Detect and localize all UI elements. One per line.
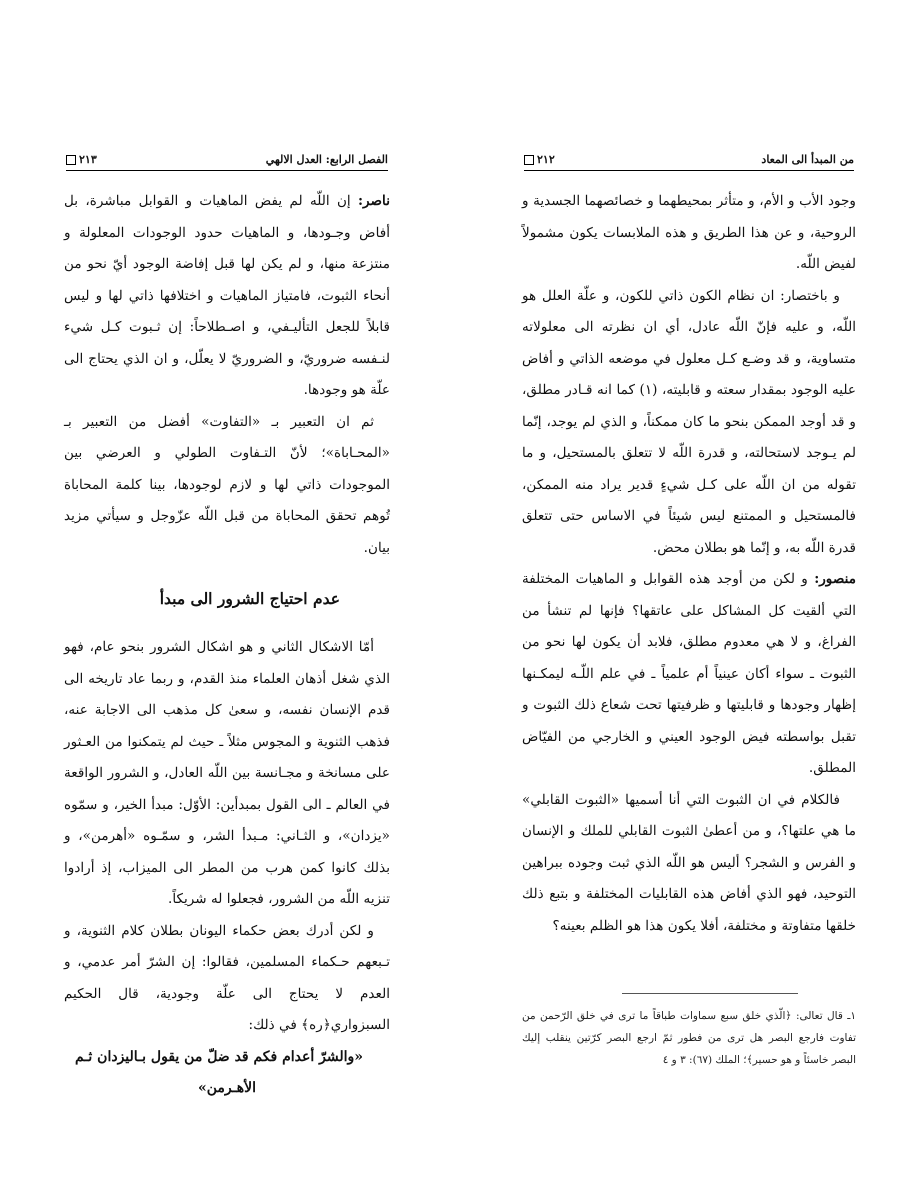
right-page bbox=[450, 0, 900, 1200]
left-page-body bbox=[64, 186, 390, 1105]
left-page-number bbox=[66, 153, 97, 166]
left-page-number-text: ٢١٣ bbox=[79, 153, 97, 166]
paragraph: فالكلام في ان الثبوت التي أنا أسميها «الثبوت القابلي» ما هي علتها؟، و من أعطىٰ الثبوت القابلي للملك و الإنسان و الفرس و الشجر؟ أليس هو اللّه الذي ثبت وجوده ببراهين التوحيد، فهو الذي أفاض هذه القابليات المختلفة و بتبع ذلك خلقها متفاوتة و مختلفة، أفلا يكون هذا هو الظلم بعينه؟ bbox=[522, 791, 856, 934]
page-box-icon bbox=[66, 155, 76, 165]
section-heading: عدم احتياج الشرور الى مبدأ bbox=[159, 589, 340, 608]
footnote-divider bbox=[622, 993, 798, 994]
right-running-head bbox=[524, 146, 854, 171]
paragraph: أمّا الاشكال الثاني و هو اشكال الشرور بنحو عام، فهو الذي شغل أذهان العلماء منذ القدم، و ربما عاد تاريخه الى قدم الإنسان نفسه، و سعىٰ كل مذهب الى الاجابة عنه، فذهب الثنوية و المجوس مثلاً ـ حيث لم يتمكنوا من العـثور على مسانخة و مجـانسة بين اللّه العادل، و الشرور الواقعة في العالم ـ الى القول بمبدأين: الأوّل: مبدأ الخير، و سمّوه «يزدان»، و الثـاني: مـبدأ الشر، و سمّـوه «أهرمن»، و بذلك كانوا كمن هرب من المطر الى الميزاب، إذ أرادوا تنزيه اللّه من الشرور، فجعلوا له شريكاً. bbox=[64, 639, 390, 907]
right-page-body bbox=[522, 186, 856, 942]
paragraph bbox=[64, 186, 390, 407]
footnote bbox=[522, 1005, 856, 1071]
footnote-text: ١ـ قال تعالى: ﴿الّذي خلق سبع سماوات طباقاً ما ترى في خلق الرّحمن من تفاوت فارجع البصر هل ترى من فطور ثمّ ارجع البصر كرّتين ينقلب إليك البصر خاسئاً و هو حسير﴾؛ الملك (٦٧): ٣ و ٤ bbox=[522, 1010, 856, 1066]
paragraph: وجود الأب و الأم، و متأثر بمحيطهما و خصائصهما الجسدية و الروحية، و عن هذا الطريق و هذه الملابسات يكون مشمولاً لفيض اللّه. bbox=[522, 193, 856, 272]
right-header-title: من المبدأ الى المعاد bbox=[761, 153, 854, 166]
poem-verse: «والشرّ أعدام فكم قد ضلّ من يقول بـاليزدان ثـم الأهـرمن» bbox=[74, 1048, 364, 1096]
speaker-name: ناصر: bbox=[358, 193, 390, 209]
speaker-name: منصور: bbox=[814, 571, 856, 587]
left-running-head bbox=[66, 146, 388, 171]
paragraph-text: و لكن من أوجد هذه القوابل و الماهيات المختلفة التي ألقيت كل المشاكل على عاتقها؟ فإنها لم تنشأ من الفراغ، و لا هي معدوم مطلق، فلابد أن يكون لها نحو من الثبوت ـ سواء أكان عينياً أم علمياً ـ في علم اللّـه ليمكـنها إظهار وجودها و قابليتها و ظرفيتها تحت شعاع ذلك الثبوت و تقبل بواسطته فيض الوجود العيني و الخارجي من الفيّاض المطلق. bbox=[522, 571, 856, 776]
paragraph: و لكن أدرك بعض حكماء اليونان بطلان كلام الثنوية، و تـبعهم حـكماء المسلمين، فقالوا: إن الشرّ أمر عدمي، و العدم لا يحتاج الى علّة وجودية، قال الحكيم السبزواري﴿ره﴾ في ذلك: bbox=[64, 922, 390, 1033]
paragraph: و باختصار: ان نظام الكون ذاتي للكون، و علّة العلل هو اللّه، و عليه فإنّ اللّه عادل، أي ان نظرته الى معلولاته متساوية، و قد وضـع كـل معلول في موضعه الذاتي و أفاض عليه الوجود بمقدار سعته و قابليته، (١) كما انه قـادر مطلق، و قد أوجد الممكن بنحو ما كان ممكناً، و الذي لم يوجد، إنّما لم يـوجد لاستحالته، و قدرة اللّه لا تتعلق بالمستحيل، و ما تقوله من ان اللّه على كـل شيءٍ قدير يراد منه الممكن، فالمستحيل و الممتنع ليس شيئاً في الاساس حتى تتعلق قدرة اللّه به، و إنّما هو بطلان محض. bbox=[522, 287, 856, 556]
right-page-number bbox=[524, 153, 555, 166]
left-header-title: الفصل الرابع: العدل الالهي bbox=[265, 153, 388, 166]
paragraph-text: إن اللّه لم يفض الماهيات و القوابل مباشرة، بل أفاض وجـودها، و الماهيات حدود الوجودات المعلولة و منتزعة منها، و لم يكن لها قبل إفاضة الوجود أيّ نحو من أنحاء الثبوت، فامتياز الماهيات و اختلافها ذاتي لها و ليس قابلاً للجعل التأليـفي، و اصـطلاحاً: إن ثـبوت كـل شيء لنـفسه ضروريّ، و الضروريّ لا يعلّل، و ان الذي يحتاج الى علّة هو وجودها. bbox=[64, 193, 390, 398]
paragraph: ثم ان التعبير بـ «التفاوت» أفضل من التعبير بـ «المحـاباة»؛ لأنّ التـفاوت الطولي و العرضي بين الموجودات ذاتي لها و لازم لوجودها، بينا كلمة المحاباة تُوهم تحقق المحاباة من قبل اللّه عزّوجل و سيأتي مزيد بيان. bbox=[64, 413, 390, 556]
paragraph bbox=[522, 564, 856, 785]
page-box-icon bbox=[524, 155, 534, 165]
right-page-number-text: ٢١٢ bbox=[537, 153, 555, 166]
